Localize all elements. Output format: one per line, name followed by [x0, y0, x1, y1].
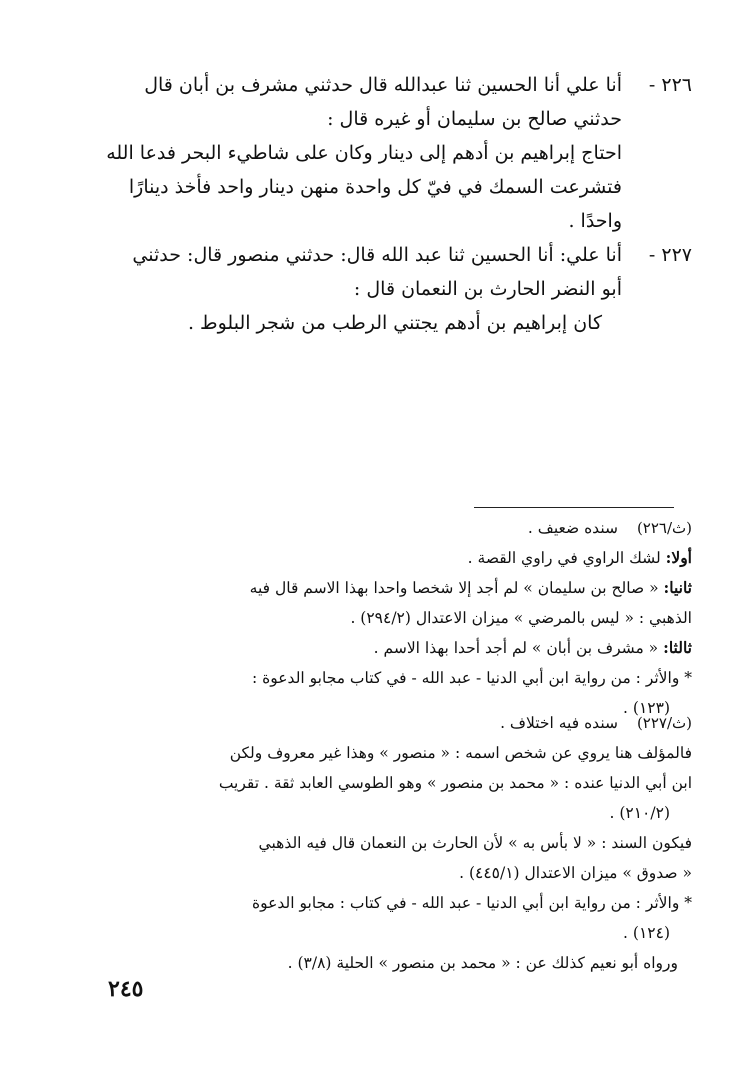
- footnote-label: ثانيا:: [663, 578, 692, 597]
- footnote-text: « صالح بن سليمان » لم أجد إلا شخصا واحدا بهذا الاسم قال فيه: [249, 579, 659, 597]
- footnote-text: لشك الراوي في راوي القصة .: [467, 549, 661, 567]
- footnote-line: (١٢٤) .: [623, 924, 670, 942]
- narration-line: أنا علي: أنا الحسين ثنا عبد الله قال: حدثني منصور قال: حدثني: [132, 244, 622, 266]
- footnote-label: ثالثا:: [663, 638, 692, 657]
- narration-line: أنا علي أنا الحسين ثنا عبدالله قال حدثني مشرف بن أبان قال: [144, 74, 622, 96]
- footnote-line: « صدوق » ميزان الاعتدال (٤٤٥/١) .: [459, 864, 692, 882]
- narration-number: ٢٢٧ -: [648, 244, 692, 266]
- footnote-line: فالمؤلف هنا يروي عن شخص اسمه : « منصور » وهذا غير معروف ولكن: [229, 744, 692, 762]
- footnote-line: * والأثر : من رواية ابن أبي الدنيا - عبد الله - في كتاب : مجابو الدعوة: [252, 894, 692, 912]
- footnote-line: ورواه أبو نعيم كذلك عن : « محمد بن منصور » الحلية (٣/٨) .: [287, 954, 678, 972]
- narration-line: أبو النضر الحارث بن النعمان قال :: [353, 278, 622, 300]
- narration-line: واحدًا .: [568, 210, 622, 232]
- footnote-divider: [474, 507, 674, 508]
- footnote-line: * والأثر : من رواية ابن أبي الدنيا - عبد الله - في كتاب مجابو الدعوة :: [252, 669, 692, 687]
- footnote-line: فيكون السند : « لا بأس به » لأن الحارث بن النعمان قال فيه الذهبي: [258, 834, 692, 852]
- footnote-number: (ث/٢٢٧): [636, 714, 692, 732]
- footnote-line: (١٢٣) .: [623, 699, 670, 717]
- narration-line: فتشرعت السمك في فيّ كل واحدة منهن دينار واحد فأخذ دينارًا: [128, 176, 622, 198]
- footnote-line: [52, 573, 692, 603]
- footnote-label: أولا:: [665, 548, 692, 567]
- footnote-text: « مشرف بن أبان » لم أجد أحدا بهذا الاسم .: [373, 639, 659, 657]
- footnote-line: [52, 543, 692, 573]
- footnote-head: سنده ضعيف .: [527, 519, 618, 537]
- footnote-number: (ث/٢٢٦): [636, 519, 692, 537]
- footnote-226: [52, 513, 692, 723]
- footnote-line: [52, 633, 692, 663]
- narration-226: [72, 68, 692, 238]
- narration-227: [72, 238, 692, 340]
- footnote-line: ابن أبي الدنيا عنده : « محمد بن منصور » وهو الطوسي العابد ثقة . تقريب: [218, 774, 692, 792]
- footnote-227: [52, 708, 692, 978]
- narration-line: حدثني صالح بن سليمان أو غيره قال :: [327, 108, 622, 130]
- narration-number: ٢٢٦ -: [648, 74, 692, 96]
- narration-line: احتاج إبراهيم بن أدهم إلى دينار وكان على شاطيء البحر فدعا الله: [106, 142, 622, 164]
- page-number: ٢٤٥: [108, 976, 144, 1002]
- narration-line: كان إبراهيم بن أدهم يجتني الرطب من شجر البلوط .: [187, 312, 602, 334]
- footnote-line: (٢١٠/٢) .: [609, 804, 670, 822]
- footnote-line: الذهبي : « ليس بالمرضي » ميزان الاعتدال (٢٩٤/٢) .: [350, 609, 692, 627]
- footnote-head: سنده فيه اختلاف .: [500, 714, 618, 732]
